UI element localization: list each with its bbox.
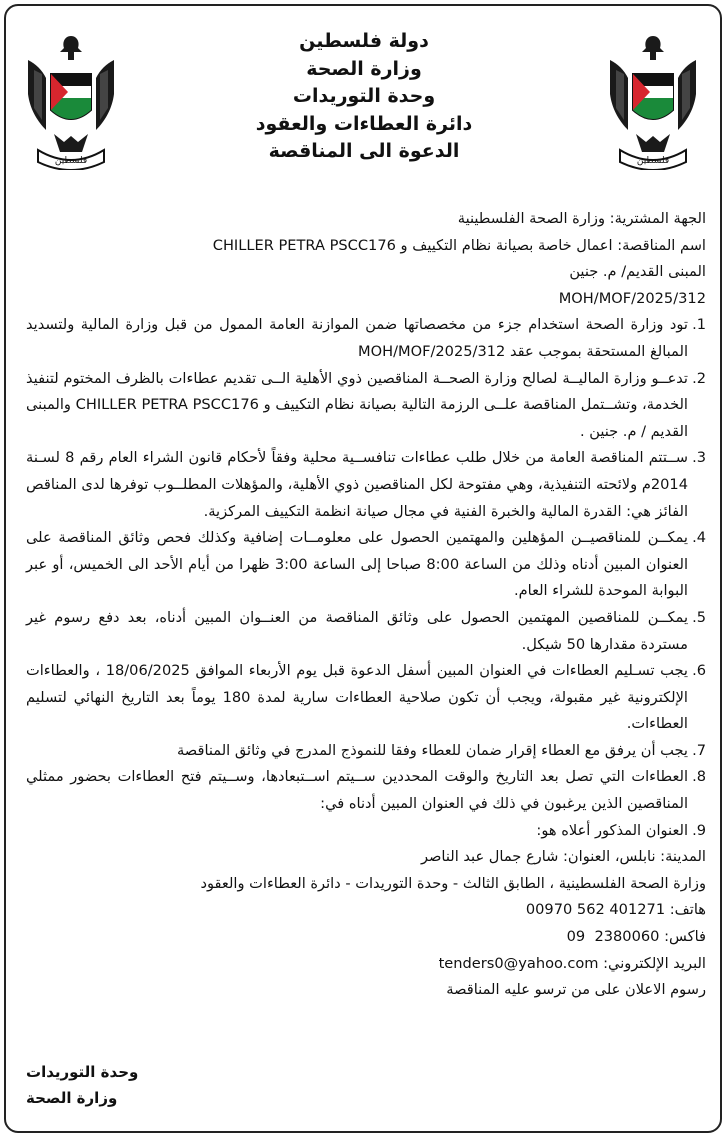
- ministry-name: وزارة الصحة: [306, 57, 422, 80]
- department-name: دائرة العطاءات والعقود: [255, 112, 473, 135]
- signature-unit: وحدة التوريدات: [26, 1063, 139, 1081]
- tender-body: [26, 206, 706, 1004]
- list-item: 8. العطاءات التي تصل بعد التاريخ والوقت المحددين ســيتم اســتبعادها، وســيتم فتح العطاءات بحضور ممثلي المناقصين الذين يرغبون في ذلك في العنوان المبين أدناه في:: [26, 768, 706, 813]
- email-address: tenders0@yahoo.com: [438, 954, 599, 972]
- state-name: دولة فلسطين: [299, 30, 429, 52]
- buyer-line: الجهة المشترية: وزارة الصحة الفلسطينية: [457, 210, 706, 227]
- phone-line: هاتف: 00970 562 401271: [525, 901, 706, 919]
- tender-name-line: اسم المناقصة: اعمال خاصة بصيانة نظام التكييف و CHILLER PETRA PSCC176: [212, 236, 706, 254]
- list-item: 6. يجب تسـليم العطاءات في العنوان المبين أسفل الدعوة قبل يوم الأربعاء الموافق 18/06/2025 ، والعطاءات الإلكترونية غير مقبولة، ويجب أن تكون صلاحية العطاءات سارية لمدة 180 يوماً بعد التاريخ النهائي لتسليم العطاءات.: [26, 662, 706, 733]
- page-title: الدعوة الى المناقصة: [268, 140, 460, 162]
- signature-ministry: وزارة الصحة: [26, 1089, 118, 1107]
- letterhead: [180, 28, 548, 166]
- fax-number: 09 2380060: [566, 928, 660, 946]
- list-item: 9. العنوان المذكور أعلاه هو:: [536, 821, 706, 839]
- phone-number: 00970 562 401271: [525, 901, 666, 919]
- list-item: 1. تود وزارة الصحة استخدام جزء من مخصصاتها ضمن الموازنة العامة الممول من قبل وزارة المالية ولتسديد المبالغ المستحقة بموجب عقد MOH/MOF/2025/312: [26, 316, 706, 360]
- email-line: البريد الإلكتروني: tenders0@yahoo.com: [438, 954, 706, 972]
- unit-name: وحدة التوريدات: [292, 85, 436, 107]
- emblem-scroll-text: فلسطين: [636, 156, 670, 166]
- reference-number: MOH/MOF/2025/312: [558, 289, 706, 307]
- list-item: 5. يمكــن للمناقصين المهتمين الحصول على وثائق المناقصة من العنــوان المبين أدناه، بعد دفع رسوم غير مستردة مقدارها 50 شيكل.: [26, 608, 706, 653]
- emblem-scroll-text: فلسطين: [54, 156, 88, 166]
- list-item: 7. يجب أن يرفق مع العطاء إقرار ضمان للعطاء وفقا للنموذج المدرج في وثائق المناقصة: [176, 741, 706, 759]
- address-city: المدينة: نابلس، العنوان: شارع جمال عبد الناصر: [420, 848, 706, 866]
- fees-note: رسوم الاعلان على من ترسو عليه المناقصة: [446, 981, 706, 999]
- list-item: 3. ســتتم المناقصة العامة من خلال طلب عطاءات تنافســية محلية وفقاً لأحكام قانون الشراء العام رقم 8 لسـنة 2014م ولائحته التنفيذية، وهي مفتوحة لكل المناقصين ذوي الأهلية، والمؤهلات المطلــوب توفرها لدى المناقص الفائز هي: القدرة المالية والخبرة الفنية في مجال صيانة انظمة التكييف المركزية.: [26, 449, 706, 520]
- eagle-emblem-icon: [606, 30, 700, 170]
- address-building: وزارة الصحة الفلسطينية ، الطابق الثالث - وحدة التوريدات - دائرة العطاءات والعقود: [200, 874, 706, 892]
- list-item: 4. يمكــن للمناقصيــن المؤهلين والمهتمين الحصول على معلومــات إضافية وكذلك فحص وثائق المناقصة على العنوان المبين أدناه وذلك من الساعة 8:00 صباحا إلى الساعة 3:00 ظهرا من أيام الأحد الى الخميس، أو عبر البوابة الموحدة للشراء العام.: [26, 529, 706, 600]
- signature-block: [26, 1059, 206, 1111]
- fax-line: فاكس: 09 2380060: [566, 928, 706, 946]
- eagle-emblem-icon: [24, 30, 118, 170]
- list-item: 2. تدعــو وزارة الماليــة لصالح وزارة الصحــة المناقصين ذوي الأهلية الــى تقديم عطاءات بالظرف المختوم لتنفيذ الخدمة، وتشــتمل المناقصة علــى الرزمة التالية بصيانة نظام التكييف و CHILLER PETRA PSCC176 والمبنى القديم / م. جنين .: [26, 369, 706, 440]
- location-line: المبنى القديم/ م. جنين: [569, 263, 706, 281]
